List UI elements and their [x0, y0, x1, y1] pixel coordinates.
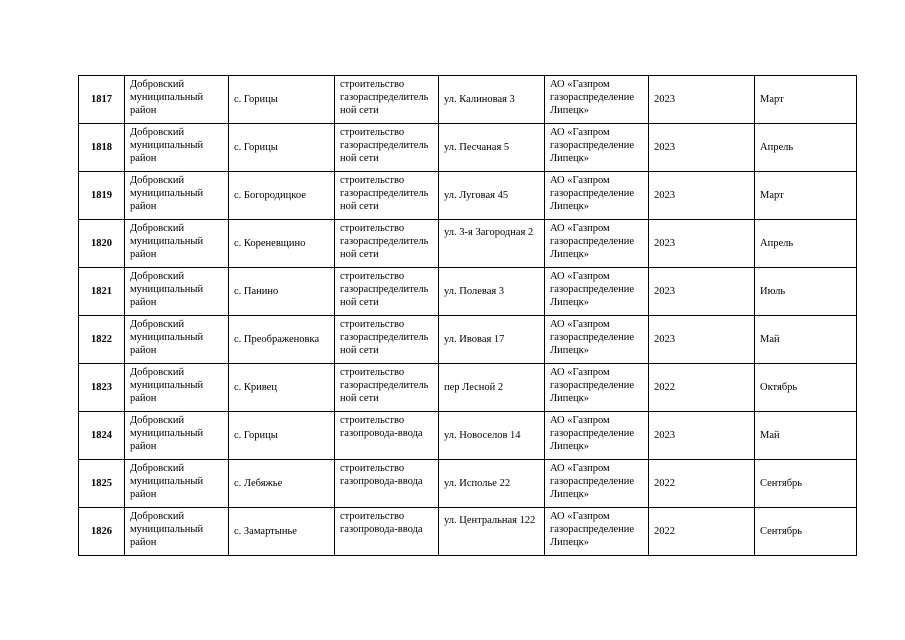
- month-cell: Май: [755, 316, 857, 364]
- work-type-cell: строительство газопровода-ввода: [335, 412, 439, 460]
- table-row: [79, 364, 857, 412]
- row-number: 1825: [79, 460, 125, 508]
- address-cell: ул. Исполье 22: [439, 460, 545, 508]
- district-cell: Добровский муниципальный район: [125, 412, 229, 460]
- organization-cell: АО «Газпром газораспределение Липецк»: [545, 508, 649, 556]
- village-cell: с. Панино: [229, 268, 335, 316]
- month-cell: Май: [755, 412, 857, 460]
- organization-cell: АО «Газпром газораспределение Липецк»: [545, 460, 649, 508]
- month-cell: Июль: [755, 268, 857, 316]
- address-cell: ул. Луговая 45: [439, 172, 545, 220]
- address-cell: ул. Песчаная 5: [439, 124, 545, 172]
- month-cell: Апрель: [755, 220, 857, 268]
- district-cell: Добровский муниципальный район: [125, 172, 229, 220]
- village-cell: с. Преображеновка: [229, 316, 335, 364]
- village-cell: с. Горицы: [229, 124, 335, 172]
- table-row: [79, 172, 857, 220]
- row-number: 1824: [79, 412, 125, 460]
- organization-cell: АО «Газпром газораспределение Липецк»: [545, 364, 649, 412]
- district-cell: Добровский муниципальный район: [125, 76, 229, 124]
- village-cell: с. Горицы: [229, 412, 335, 460]
- work-type-cell: строительство газораспределитель ной сети: [335, 172, 439, 220]
- year-cell: 2023: [649, 316, 755, 364]
- table-row: [79, 508, 857, 556]
- month-cell: Апрель: [755, 124, 857, 172]
- row-number: 1820: [79, 220, 125, 268]
- village-cell: с. Кореневщино: [229, 220, 335, 268]
- organization-cell: АО «Газпром газораспределение Липецк»: [545, 220, 649, 268]
- address-cell: ул. Новоселов 14: [439, 412, 545, 460]
- month-cell: Март: [755, 172, 857, 220]
- table-row: [79, 268, 857, 316]
- month-cell: Март: [755, 76, 857, 124]
- table-row: [79, 124, 857, 172]
- district-cell: Добровский муниципальный район: [125, 460, 229, 508]
- row-number: 1817: [79, 76, 125, 124]
- organization-cell: АО «Газпром газораспределение Липецк»: [545, 268, 649, 316]
- village-cell: с. Кривец: [229, 364, 335, 412]
- work-type-cell: строительство газораспределитель ной сети: [335, 268, 439, 316]
- address-cell: ул. Калиновая 3: [439, 76, 545, 124]
- year-cell: 2023: [649, 220, 755, 268]
- work-type-cell: строительство газопровода-ввода: [335, 508, 439, 556]
- table-row: [79, 460, 857, 508]
- table-row: [79, 220, 857, 268]
- address-cell: ул. 3-я Загородная 2: [439, 220, 545, 268]
- row-number: 1822: [79, 316, 125, 364]
- year-cell: 2023: [649, 268, 755, 316]
- year-cell: 2023: [649, 412, 755, 460]
- village-cell: с. Богородицкое: [229, 172, 335, 220]
- month-cell: Октябрь: [755, 364, 857, 412]
- village-cell: с. Лебяжье: [229, 460, 335, 508]
- row-number: 1818: [79, 124, 125, 172]
- work-type-cell: строительство газораспределитель ной сети: [335, 316, 439, 364]
- work-type-cell: строительство газораспределитель ной сети: [335, 124, 439, 172]
- address-cell: ул. Ивовая 17: [439, 316, 545, 364]
- table-body: [79, 76, 857, 556]
- village-cell: с. Горицы: [229, 76, 335, 124]
- year-cell: 2023: [649, 124, 755, 172]
- organization-cell: АО «Газпром газораспределение Липецк»: [545, 412, 649, 460]
- row-number: 1819: [79, 172, 125, 220]
- organization-cell: АО «Газпром газораспределение Липецк»: [545, 172, 649, 220]
- year-cell: 2022: [649, 508, 755, 556]
- work-type-cell: строительство газораспределитель ной сети: [335, 364, 439, 412]
- organization-cell: АО «Газпром газораспределение Липецк»: [545, 316, 649, 364]
- district-cell: Добровский муниципальный район: [125, 220, 229, 268]
- organization-cell: АО «Газпром газораспределение Липецк»: [545, 124, 649, 172]
- month-cell: Сентябрь: [755, 508, 857, 556]
- district-cell: Добровский муниципальный район: [125, 268, 229, 316]
- work-type-cell: строительство газораспределитель ной сети: [335, 220, 439, 268]
- row-number: 1821: [79, 268, 125, 316]
- district-cell: Добровский муниципальный район: [125, 508, 229, 556]
- gasification-schedule-table: [78, 75, 857, 556]
- district-cell: Добровский муниципальный район: [125, 316, 229, 364]
- year-cell: 2022: [649, 460, 755, 508]
- work-type-cell: строительство газопровода-ввода: [335, 460, 439, 508]
- month-cell: Сентябрь: [755, 460, 857, 508]
- row-number: 1823: [79, 364, 125, 412]
- table-row: [79, 412, 857, 460]
- address-cell: пер Лесной 2: [439, 364, 545, 412]
- table-row: [79, 316, 857, 364]
- work-type-cell: строительство газораспределитель ной сети: [335, 76, 439, 124]
- organization-cell: АО «Газпром газораспределение Липецк»: [545, 76, 649, 124]
- address-cell: ул. Полевая 3: [439, 268, 545, 316]
- district-cell: Добровский муниципальный район: [125, 364, 229, 412]
- year-cell: 2022: [649, 364, 755, 412]
- village-cell: с. Замартынье: [229, 508, 335, 556]
- year-cell: 2023: [649, 172, 755, 220]
- table-row: [79, 76, 857, 124]
- row-number: 1826: [79, 508, 125, 556]
- year-cell: 2023: [649, 76, 755, 124]
- address-cell: ул. Центральная 122: [439, 508, 545, 556]
- district-cell: Добровский муниципальный район: [125, 124, 229, 172]
